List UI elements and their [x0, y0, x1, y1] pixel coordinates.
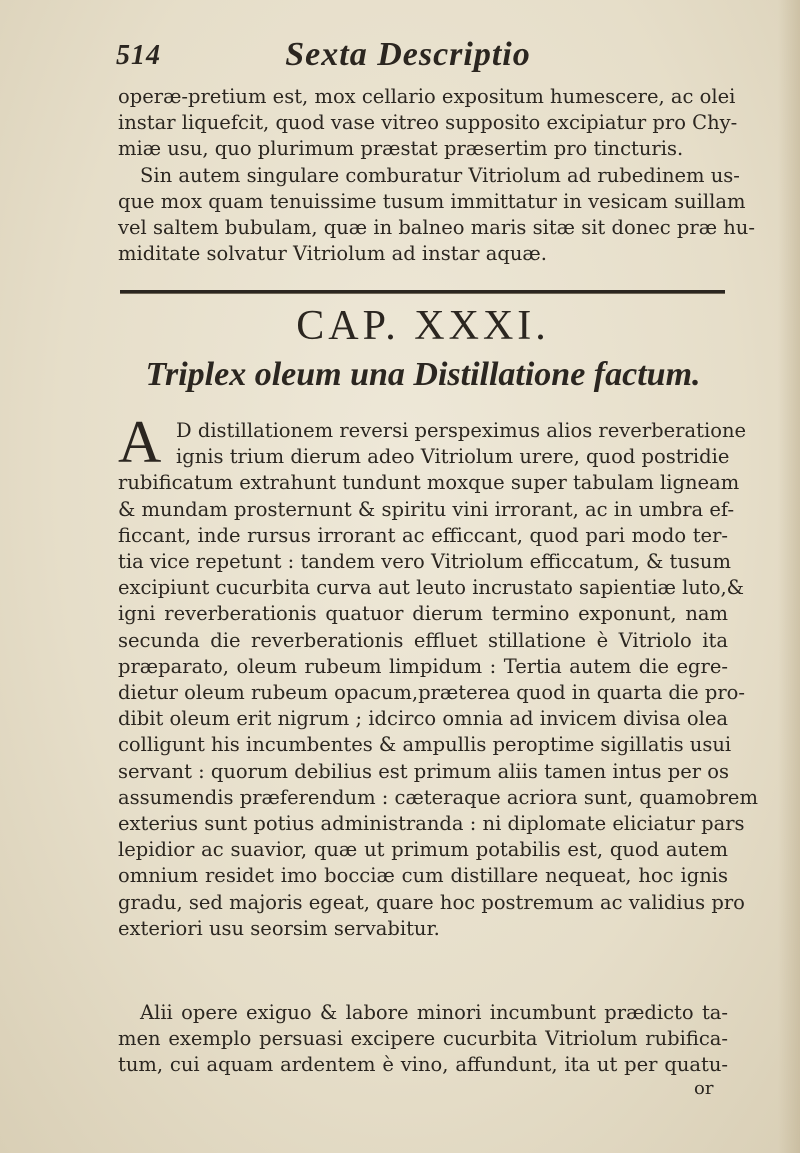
chapter-heading: CAP. XXXI.: [296, 303, 550, 349]
text-line: excipiunt cucurbita curva aut leuto incrustato sapientiæ luto,&: [118, 576, 745, 600]
text-line: Sin autem singulare comburatur Vitriolum ad rubedinem us-: [140, 163, 740, 187]
text-line: Alii opere exiguo & labore minori incumbunt prædicto ta-: [140, 1001, 728, 1024]
text-line: operæ-pretium est, mox cellario expositum humescere, ac olei: [118, 85, 736, 108]
text-line: assumendis præferendum : cæteraque acriora sunt, quamobrem: [118, 785, 758, 809]
text-line: secunda die reverberationis effluet stillatione è Vitriolo ita: [118, 628, 728, 652]
text-line: men exemplo persuasi excipere cucurbita Vitriolum rubifica-: [118, 1027, 728, 1051]
text-line: præparato, oleum rubeum limpidum : Tertia autem die egre-: [118, 654, 728, 678]
text-line: tum, cui aquam ardentem è vino, affundunt, ita ut per quatu-: [118, 1053, 728, 1077]
text-line: D distillationem reversi perspeximus alios reverberatione: [176, 419, 747, 442]
text-line: exteriori usu seorsim servabitur.: [118, 916, 440, 940]
text-line: omnium residet imo bocciæ cum distillare nequeat, hoc ignis: [118, 864, 728, 888]
paragraph-3: [118, 1000, 728, 1079]
section-rule: [120, 290, 725, 294]
catchword: or: [694, 1078, 714, 1099]
paragraph-1: [118, 84, 755, 267]
drop-cap: A: [118, 409, 162, 475]
paragraph-2: [118, 418, 758, 942]
text-line: gradu, sed majoris egeat, quare hoc postremum ac validius pro: [118, 890, 745, 914]
page-header: [88, 36, 728, 86]
running-title: Sexta Descriptio: [285, 36, 531, 73]
text-line: instar liquefcit, quod vase vitreo supposito excipiatur pro Chy-: [118, 111, 738, 135]
text-line: dietur oleum rubeum opacum,præterea quod in quarta die pro-: [118, 681, 745, 705]
text-line: rubificatum extrahunt tundunt moxque super tabulam ligneam: [118, 471, 740, 495]
text-line: miditate solvatur Vitriolum ad instar aquæ.: [118, 242, 547, 266]
text-line: dibit oleum erit nigrum ; idcirco omnia ad invicem divisa olea: [118, 707, 728, 731]
text-line: que mox quam tenuissime tusum immittatur in vesicam suillam: [118, 189, 746, 213]
text-line: exterius sunt potius administranda : ni diplomate eliciatur pars: [118, 812, 745, 836]
text-line: vel saltem bubulam, quæ in balneo maris sitæ sit donec præ hu-: [118, 216, 755, 240]
text-line: miæ usu, quo plurimum præstat præsertim pro tincturis.: [118, 137, 684, 161]
text-line: servant : quorum debilius est primum aliis tamen intus per os: [118, 759, 730, 783]
page-edge-shadow: [778, 0, 800, 1153]
text-line: igni reverberationis quatuor dierum termino exponunt, nam: [118, 602, 728, 626]
text-line: ignis trium dierum adeo Vitriolum urere, quod postridie: [176, 445, 730, 469]
text-line: colligunt his incumbentes & ampullis peroptime sigillatis usui: [118, 733, 732, 757]
chapter-title: Triplex oleum una Distillatione factum.: [145, 356, 701, 393]
page-number: 514: [116, 40, 161, 71]
text-line: tia vice repetunt : tandem vero Vitriolum efficcatum, & tusum: [118, 550, 731, 574]
text-line: lepidior ac suavior, quæ ut primum potabilis est, quod autem: [118, 838, 728, 862]
text-line: & mundam prosternunt & spiritu vini irrorant, ac in umbra ef-: [118, 497, 735, 521]
text-line: ficcant, inde rursus irrorant ac efficcant, quod pari modo ter-: [118, 523, 728, 547]
